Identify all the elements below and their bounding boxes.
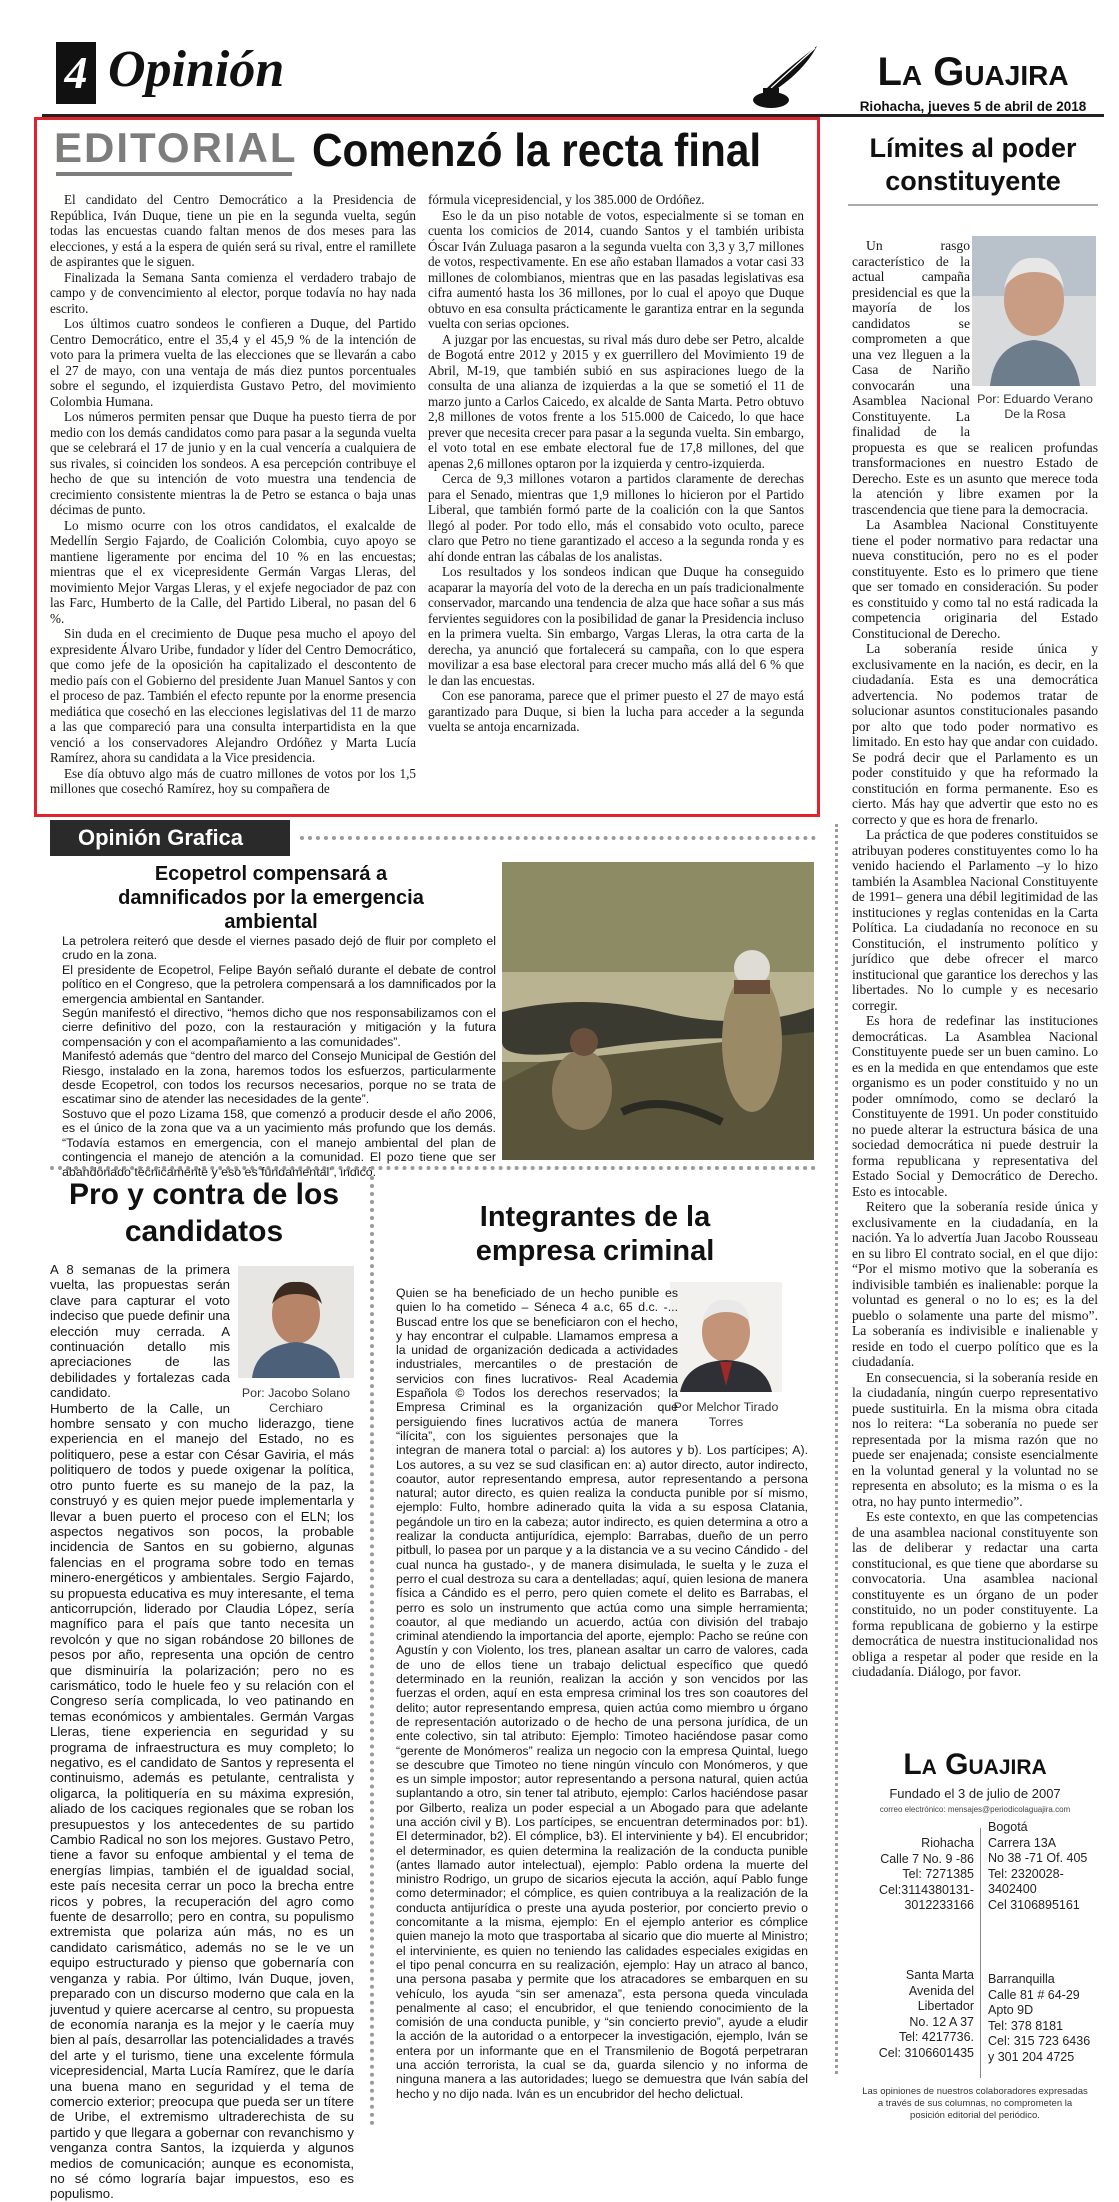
office-line: Barranquilla [988, 1972, 1055, 1986]
paper-name: La Guajira [877, 50, 1069, 94]
columnist-caption: Por: Jacobo Solano Cerchiaro [241, 1386, 351, 1416]
paragraph: En consecuencia, si la soberanía reside en la ciudadanía, ningún cuerpo representativo puede sustituirla. En la misma obra citada nos lo reitera: “La soberanía no puede ser representada por la misma razón que no puede ser enajenada; consiste esencialmente en la voluntad general y la voluntad no se representa en absoluto; es la misma o es la otra, no hay punto intermedio”. [852, 1369, 1098, 1509]
paragraph: Manifestó además que “dentro del marco del Consejo Municipal de Gestión del Riesgo, instalado en la zona, haremos todos los esfuerzos, particularmente desde Ecopetrol, con todos los recursos necesarios, porque no se trata de escatimar sino de atender las necesidades de la gente”. [62, 1049, 496, 1107]
section-divider [50, 1166, 816, 1170]
paragraph: La práctica de que poderes constituidos se atribuyan poderes constituyentes como lo ha venido haciendo el Parlamento –y lo hizo también la Asamblea Nacional Constituyente de 1991– genera una débil legitimidad de las instituciones y reglas contenidas en la Carta Política. La ciudadanía no reconoce en su Constitución, el instrumento político y jurídico que debe ofrecer el marco institucional que garantice los derechos y las libertades. No lo cumple y es necesario corregir. [852, 827, 1098, 1013]
pro-contra-text [50, 1262, 354, 2202]
office-line: Cel 3106895161 [988, 1897, 1080, 1912]
masthead-box [848, 1740, 1102, 2132]
office-santa-marta [862, 1968, 974, 2062]
office-line: 3402400 [988, 1882, 1037, 1897]
paragraph: Lo mismo ocurre con los otros candidatos, el exalcalde de Medellín Sergio Fajardo, de Coalición Colombia, cuyo apoyo se mantiene ligeramente por encima del 10 % en las encuestas; mientras que el ex vicepresidente Germán Vargas Lleras, del movimiento Mejor Vargas Lleras, y el exjefe negociador de paz con las Farc, Humberto de la Calle, del Partido Liberal, no pasan del 6 %. [50, 517, 416, 626]
office-line: No. 12 A 37 [909, 2014, 974, 2029]
office-line: Tel: 7271385 [902, 1867, 974, 1882]
paragraph: Un rasgo característico de la actual campaña presidencial es que la mayoría de los candidatos se comprometen a que una vez lleguen a la Casa de Nariño convocarán una Asamblea Nacional Constituyente. La finalidad de la propuesta es que se realicen profundas transformaciones en nuestro Estado de Derecho. Este es un asunto que merece toda la atención y libre examen por la trascendencia que tiene para la democracia. [852, 238, 1098, 517]
paragraph: La petrolera reiteró que desde el viernes pasado dejó de fluir por completo el crudo en la zona. [62, 934, 496, 963]
paragraph: La soberanía reside única y exclusivamente en la nación, es decir, en la ciudadanía. Esta es una democrática advertencia. No podemos tratar de solucionar asuntos constitucionales pasando por alto que todo poder normativo es limitado. En esto hay que andar con cuidado. Se podrá decir que el Parlamento es un poder constituido y que ha reformado la constitución en forma permanente. Eso es cierto. Más hay que advertir que esto no es correcto y que es hora de frenarlo. [852, 641, 1098, 827]
masthead-email: correo electrónico: mensajes@periodicolaguajira.com [879, 1805, 1071, 1814]
paragraph: Reitero que la soberanía reside única y exclusivamente en la ciudadanía, en la nación. Ya lo advertía Juan Jacobo Rousseau en su libro El contrato social, en el que dijo: “Por el mismo motivo que la soberanía es indivisible también es inalienable: porque la voluntad es general o no lo es; es la del pueblo o solamente una parte del mismo”. La soberanía es indivisible e inalienable y reside en todo el cuerpo político que es la ciudadanía. [852, 1199, 1098, 1369]
editorial-col-2 [428, 192, 804, 735]
office-line: Tel: 4217736. [898, 2030, 974, 2045]
office-line: Cel: 315 723 6436 [988, 2034, 1091, 2049]
office-line: Apto 9D [988, 2003, 1034, 2018]
integrantes-text [396, 1286, 808, 2101]
paragraph: Los últimos cuatro sondeos le confieren a Duque, del Partido Centro Democrático, entre el 35,4 y el 45,9 % de la intención de voto para la primera vuelta de las elecciones que se llevarán a cabo el 27 de mayo, con una ventaja de más diez puntos porcentuales sobre el segundo, el izquierdista Gustavo Petro, del movimiento Colombia Humana. [50, 316, 416, 409]
office-line: Cel: 3106601435 [878, 2045, 974, 2060]
paragraph: El presidente de Ecopetrol, Felipe Bayón señaló durante el debate de control político en el Congreso, que la petrolera compensará a los damnificados por la emergencia ambiental en Santander. [62, 962, 496, 1006]
editorial-label: EDITORIAL [54, 124, 298, 171]
office-line: y 301 204 4725 [988, 2049, 1075, 2064]
paragraph: Según manifestó el directivo, “hemos dicho que nos responsabilizamos con el cierre definitivo del pozo, con la restauración y mitigación y la futura compensación y con el acompañamiento a las comunidades”. [62, 1006, 496, 1049]
section-title: Opinión [108, 41, 285, 98]
office-line: Riohacha [921, 1836, 974, 1850]
right-column-text [852, 238, 1098, 1680]
office-bogota [988, 1820, 1100, 1914]
paragraph: A juzgar por las encuestas, su rival más duro debe ser Petro, alcalde de Bogotá entre 2012 y 2015 y ex guerrillero del Movimiento 19 de Abril, M-19, que también subió en sus aspiraciones luego de la consulta de una alianza de izquierdas a la que se sometió el 11 de marzo junto a Carlos Caicedo, ex alcalde de Santa Marta. Petro obtuvo 2,8 millones de votos frente a los 515.000 de Caicedo, lo que hace prever que necesita crecer para pasar a la segunda vuelta. Sin embargo, el voto total en ese embate electoral fue de 17,8 millones, del que apenas 2,6 millones optaron por la izquierda y centro-izquierda. [428, 331, 804, 471]
graphic-text [62, 934, 496, 1179]
page-number: 4 [64, 47, 88, 98]
office-line: Calle 7 No. 9 -86 [880, 1851, 974, 1866]
graphic-title: Ecopetrol compensará a damnificados por la emergencia ambiental [118, 863, 424, 933]
paragraph: Sin duda en el crecimiento de Duque pesa mucho el apoyo del expresidente Álvaro Uribe, fundador y líder del Centro Democrático, que como jefe de la oposición ha capitalizado el descontento de medio país con el Gobierno del presidente Juan Manuel Santos y con el proceso de paz. También el efecto repunte por la enorme presencia mediática que cosechó en las elecciones legislativas del 11 de marzo a las que compareció para una consulta interpartidista en la que venció a los conservadores Alejandro Ordóñez y Marta Lucía Ramírez, ahora su candidata a la Vice presidencia. [50, 626, 416, 765]
quill-inkwell-icon [735, 38, 835, 110]
paragraph: fórmula vicepresidencial, y los 385.000 de Ordóñez. [428, 192, 705, 207]
office-line: Bogotá [988, 1820, 1028, 1834]
photo-float-spacer [678, 1286, 808, 1438]
office-line: Calle 81 # 64-29 [988, 1987, 1080, 2002]
columnist-caption: Por: Eduardo Verano De la Rosa [977, 392, 1093, 422]
office-barranquilla [988, 1972, 1100, 2066]
photo-float-spacer [230, 1262, 354, 1416]
editorial-label-underline [56, 172, 292, 176]
paragraph: Ese día obtuvo algo más de cuatro millones de votos por los 1,5 millones que cosechó Ramírez, hoy su compañera de [50, 765, 416, 796]
office-line: Tel: 378 8181 [988, 2018, 1064, 2033]
graphic-header: Opinión Grafica [78, 825, 244, 850]
columnist-caption: Por Melchor Tirado Torres [673, 1400, 779, 1430]
paragraph: Los números permiten pensar que Duque ha puesto tierra de por medio con los demás candidatos como para pasar a la segunda vuelta que se celebrará el 17 de junio y en la cual vencería a cualquiera de sus rivales, si coinciden los sondeos. A esa percepción contribuye el hecho de que su intención de voto muestra una tendencia de crecimiento consistente mientras la de Petro se estanca o baja unas décimas de punto. [50, 409, 416, 517]
office-line: Libertador [917, 1999, 974, 2014]
office-line: Carrera 13A [988, 1835, 1057, 1850]
paragraph: Humberto de la Calle, un hombre sensato y con mucho liderazgo, tiene experiencia en el manejo del Estado, no es politiquero, pese a estar con César Gaviria, el más politiquero de todos y puede oxigenar la política, otro punto fuerte es su manejo de la paz, la construyó y es quien mejor puede implementarla y llevar a buen puerto el proceso con el ELN; los aspectos negativos son pocos, la probable incidencia de Santos en su gobierno, algunas falencias en el programa sobre todo en temas minero-energéticos y ambientales. Sergio Fajardo, su propuesta educativa es muy interesante, el tema anticorrupción, liderado por Claudia López, sería magnífico para el país que tanto necesita un revolcón y que no sigan robándose 20 billones de pesos por año, representa una opción de centro que disminuiría la polarización; pero no es carismático, todo le huele feo y su relación con el Congreso sería complicada, lo veo patinando en temas económicos y ambientales. Germán Vargas Lleras, tiene experiencia en seguridad y su programa de infraestructura es muy completo; lo negativo, es el candidato de Santos y representa el continuismo, además es petulante, centralista y oligarca, la politiquería en su máxima expresión, aliado de los caciques regionales que se roban los presupuestos y los antecedentes de su partido Cambio Radical no son los mejores. Gustavo Petro, tiene a favor su enfoque ambiental y el tema de energías limpias, también el de igualdad social, este país necesita cerrar un poco la brecha entre ricos y pobres, la recuperación del agro como fuente de desarrollo; pero en contra, su populismo extremista que polariza aún más, no es un candidato carismático, además no se le ve un equipo estructurado y pienso que gobernaría con venganza y rabia. Por último, Iván Duque, joven, preparado con un discurso moderno que cala en la juventud y quiere acercarse al centro, su propuesta de economía naranja es la mejor y le caería muy bien al país, desarrollar las potencialidades a través del arte y el turismo, tiene una excelente fórmula vicepresidencial, Marta Lucía Ramírez, que le daría una buena mano en seguridad y el tema de comercio exterior; preocupa que pueda ser un títere de Uribe, el extremismo ultraderechista de su partido y que llegara a gobernar con revanchismo y venganza contra Santos, la izquierda y algunos medios de comunicación; aunque es economista, no sé cómo lograría bajar impuestos, eso es populismo. [50, 1400, 354, 2202]
column-divider [370, 1176, 374, 2126]
paragraph: La Asamblea Nacional Constituyente tiene el poder normativo para redactar una nueva constitución, pero no es el poder constituyente. Esto es lo primero que tiene que ser tomado en consideración. Su poder es constituido y como tal no está radicada la competencia originaria del Estado Constitucional de Derecho. [852, 517, 1098, 641]
photo-float-spacer [970, 238, 1098, 434]
paragraph: Cerca de 9,3 millones votaron a partidos claramente de derechas para el Senado, mientras que 1,9 millones lo hicieron por el Partido Liberal, que también formó parte de la coalición con la que Santos llegó al poder. Por todo ello, más el consabido voto oculto, parece claro que Petro no tiene garantizado el acceso a la segunda ronda y es ahí donde entran las cábalas de los analistas. [428, 471, 804, 564]
column-divider [835, 824, 838, 2074]
paragraph: Finalizada la Semana Santa comienza el verdadero trabajo de campo y de convencimiento al elector, porque todavía no hay nada escrito. [50, 269, 416, 316]
office-divider [980, 1828, 981, 2078]
paragraph: El candidato del Centro Democrático a la Presidencia de República, Iván Duque, tiene un pie en la segunda vuelta, según todas las encuestas cuando faltan menos de dos meses para las elecciones, y está a la espera de quién será su rival, entre el ramillete de aspirantes que le siguen. [50, 192, 416, 269]
masthead-disclaimer: Las opiniones de nuestros colaboradores expresadas a través de sus columnas, no comprometen la posición editorial del periódico. [862, 2086, 1088, 2121]
paragraph: Eso le da un piso notable de votos, especialmente si se toman en cuenta los comicios de 2014, cuando Santos y el también uribista Óscar Iván Zuluaga pasaron a la segunda vuelta con 3,3 y 3,7 millones de votos, respectivamente. En ese año estaban llamados a votar casi 33 millones de colombianos, mientras que en las pasadas legislativas esa cifra aumentó hasta los 36 millones, por lo cual el apoyo que Duque obtuvo en esa consulta prácticamente le garantiza entrar en la segunda vuelta con serias opciones. [428, 207, 804, 331]
pro-contra-title: Pro y contra de los candidatos [68, 1178, 340, 1248]
graphic-photo [502, 862, 814, 1160]
editorial-col-1 [50, 192, 416, 797]
office-line: No 38 -71 Of. 405 [988, 1851, 1088, 1866]
masthead-founded: Fundado el 3 de julio de 2007 [889, 1786, 1061, 1801]
page-header [0, 0, 1119, 118]
dateline: Riohacha, jueves 5 de abril de 2018 [859, 99, 1087, 114]
graphic-header-dots [300, 836, 816, 840]
right-column-title-rule [848, 204, 1098, 206]
office-line: Tel: 2320028- [988, 1866, 1064, 1881]
paragraph: Con ese panorama, parece que el primer puesto el 27 de mayo está garantizado para Duque, si bien la lucha para acceder a la segunda vuelta se antoja encarnizada. [428, 688, 804, 734]
office-riohacha [862, 1836, 974, 1914]
right-column-title: Límites al poder constituyente [869, 133, 1077, 196]
editorial-title: Comenzó la recta final [312, 124, 762, 176]
paragraph: Quien se ha beneficiado de un hecho punible es quien lo ha cometido – Séneca 4 a.c, 65 d.c. -... Buscad entre los que se beneficiaron con el hecho, y hay encontrar el culpable. Llamamos empresa a la unidad de organización dedicada a actividades industriales, mercantiles o de prestación de servicios con fines lucrativos- Real Academia Española © Todos los derechos reservados; la Empresa Criminal es la organización que persiguiendo fines lucrativos actúa de manera “ilícita”, con los siguientes personajes que la integran de manera total o parcial: a) los autores y b). Los partícipes; A). Los autores, a su vez se sud clasifican en: a) autor directo, autor indirecto, coautor, autor representando empresa, autor representando a persona natural; autor directo, es quien realiza la conducta punible por sí mismo, ejemplo: Fulto, hombre adinerado quita la vida a su esposa Clatania, pegándole un tiro en la cabeza; autor indirecto, es quien determina a otro a realizar la conducta antijurídica, ejemplo: Barrabas, dueño de un perro pitbull, lo pasea por un parque y a la distancia ve a su vecino Cándido - del cual nunca ha gustado-, y de manera disimulada, le suelta y le zuza el perro el cual destroza su cara a dentelladas; aquí, quien lesiona de manera física a Cándido es el perro, pero quien comete el delito es Barrabas, el perro es solo un instrumento que actúa como una simple herramienta; coautor, al que mediando un acuerdo, actúa con división del trabajo criminal atendiendo la importancia del aporte, ejemplo: Pacho se reúne con Agustín y con Violento, los tres, planean asaltar un carro de valores, cada de uno de ellos tiene un trabajo delictual específico que quedó determinado en la reunión, realizan la acción y son vencidos por las fuerzas el orden, aquí en esta empresa criminal los tres son coautores del delito; autor representando empresa, quien actúa como miembro u órgano de representación autorizado o de hecho de una persona jurídica, de un ente colectivo, sin tal atributo: Ejemplo: Timoteo haciéndose pasar como “gerente de Monómeros” realiza un negocio con la empresa Quintal, luego se descubre que Timoteo no tiene ningún vínculo con Monómeros, y que es un simple impostor; autor representando a persona natural, quien actúa suplantando a otro, sin tener tal atributo, ejemplo: Carlos haciéndose pasar por Gilberto, realiza un poder especial a un Abogado para que adelante una acción civil y B). Los partícipes, se encuentran determinados por: b1). El determinador, b2). El cómplice, b3). El interviniente y b4). El encubridor; el determinador, es quien determina la realización de la conducta punible (antes llamado autor intelectual), ejemplo: Pablo ordena la muerte del ministro Rodrigo, un grupo de sicarios ejecuta la acción, aquí Pablo funge como determinador; el cómplice, es quien contribuya a la realización de la conducta antijurídica o preste una ayuda posterior, por concierto previo o concomitante a la misma, ejemplo: En el ejemplo anterior es cómplice quien manejo la moto que trasportaba al sicario que dio muerte al Ministro; el interviniente, es quien no teniendo las calidades especiales exigidas en el tipo penal concurra en su realización, ejemplo: Hay un atraco al banco, una persona pasaba y permite que los atracadores se embarquen en su vehículo, los ayuda “sin ser amenaza”, esta persona queda vinculada penalmente al caso; el encubridor, el que teniendo conocimiento de la comisión de una conducta punible, y “sin concierto previo”, ayude a eludir la acción de la autoridad o a entorpecer la investigación, ejemplo, Iván se entera por un informante que en el Transmilenio de Bogotá perpetraran una acción terrorista, la cual se da, guarda silencio y no informa de ninguna manera a las autoridades; luego se demuestra que Iván sabía del hecho y no dijo nada. Iván es un encubridor del hecho delictual. [396, 1286, 808, 2101]
office-line: Santa Marta [905, 1968, 974, 1982]
paragraph: Los resultados y los sondeos indican que Duque ha conseguido acaparar la mayoría del voto de la derecha en un país tradicionalmente conservador, marcando una tendencia de alza que hace soñar a sus más fervientes seguidores con la posibilidad de ganar la Presidencia incluso en la primera vuelta. Sin embargo, Vargas Lleras, la otra carta de la derecha, ya anunció que fortalecerá su campaña, con lo que espera movilizar a esa base electoral para crecer mucho más allá del 6 % que le dan las encuestas. [428, 564, 804, 688]
paragraph: Es hora de redefinar las instituciones democráticas. La Asamblea Nacional Constituyente puede ser un buen camino. Lo es en la medida en que entendamos que este organismo es un poder constituido y no un poder omnímodo, como se declaró la Constituyente de 1991. Un poder constituido no puede alterar la estructura básica de una sociedad democrática ni puede destruir la forma republicana y representativa del Estado Social y Democrático de Derecho. Esto es intocable. [852, 1013, 1098, 1199]
paragraph: Es este contexto, en que las competencias de una asamblea nacional constituyente son las de deliberar y redactar una carta constitucional, es que tiene que abordarse su convocatoria. Una asamblea nacional constituyente es un órgano de un poder constituido, no un poder constituyente. La forma republicana de gobierno y la estirpe democrática de nuestra institucionalidad nos obliga a respetar al poder que reside en la ciudadanía. Diálogo, por favor. [852, 1509, 1098, 1679]
office-line: Cel:3114380131- [879, 1882, 974, 1897]
office-line: Avenida del [908, 1983, 974, 1998]
masthead-name: La Guajira [903, 1748, 1047, 1781]
integrantes-title: Integrantes de la empresa criminal [475, 1201, 715, 1267]
paragraph: A 8 semanas de la primera vuelta, las propuestas serán clave para capturar el voto indeciso que puede definir una elección muy cerrada. A continuación detallo mis apreciaciones de las debilidades y fortalezas cada candidato. [50, 1262, 230, 1401]
paragraph: Sostuvo que el pozo Lizama 158, que comenzó a producir desde el año 2006, es el único de la zona que va a un yacimiento más profundo que los demás. “Todavía estamos en emergencia, con el manejo ambiental del plan de contingencia el manejo de atención a la comunidad. El pozo tiene que ser abandonado técnicamente y eso es fundamental”, indicó. [62, 1106, 496, 1179]
office-line: 3012233166 [904, 1898, 974, 1913]
